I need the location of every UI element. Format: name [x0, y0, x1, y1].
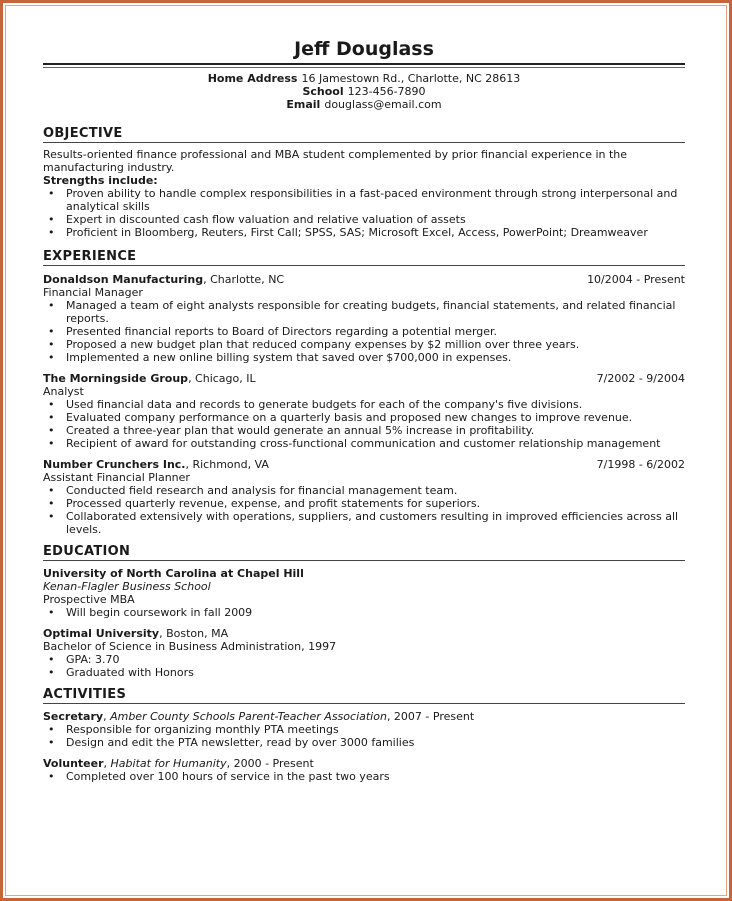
list-item: • Responsible for organizing monthly PTA meetings: [43, 723, 685, 736]
contact-school: [43, 85, 685, 98]
activities-heading: ACTIVITIES: [43, 687, 685, 704]
list-item: • Collaborated extensively with operations, suppliers, and customers resulting in improved efficiencies across all levels.: [43, 510, 685, 536]
list-item: • Implemented a new online billing system that saved over $700,000 in expenses.: [43, 351, 685, 364]
activity-bullets: [43, 770, 685, 783]
activities-section: [43, 710, 685, 783]
job-bullets: [43, 484, 685, 536]
job-dates: 7/1998 - 6/2002: [596, 458, 685, 471]
job-header: [43, 372, 685, 385]
activity-role: Secretary: [43, 710, 104, 723]
list-item: • Proficient in Bloomberg, Reuters, First Call; SPSS, SAS; Microsoft Excel, Access, PowerPoint; Dreamweaver: [43, 226, 685, 239]
education-section: [43, 567, 685, 679]
job-bullets: [43, 398, 685, 450]
list-item: • Conducted field research and analysis for financial management team.: [43, 484, 685, 497]
job-header: [43, 273, 685, 286]
experience-heading: EXPERIENCE: [43, 249, 685, 266]
list-item: • Completed over 100 hours of service in the past two years: [43, 770, 685, 783]
company-name: The Morningside Group: [43, 372, 189, 385]
objective-section: [43, 148, 685, 239]
company-name: Number Crunchers Inc.: [43, 458, 186, 471]
school-bullets: [43, 606, 685, 619]
school-name: University of North Carolina at Chapel Hill: [43, 567, 304, 580]
activity-role: Volunteer: [43, 757, 104, 770]
contact-address: [43, 72, 685, 85]
address-value: 16 Jamestown Rd., Charlotte, NC 28613: [301, 72, 521, 85]
job-role: Analyst: [43, 385, 84, 398]
school-entry: [43, 567, 685, 619]
school-phone-value: 123-456-7890: [347, 85, 426, 98]
job-role: Financial Manager: [43, 286, 143, 299]
email-label: Email: [286, 98, 321, 111]
list-item: • Evaluated company performance on a quarterly basis and proposed new changes to improve revenue.: [43, 411, 685, 424]
education-heading: EDUCATION: [43, 544, 685, 561]
job-entry: [43, 273, 685, 364]
job-header: [43, 458, 685, 471]
address-label: Home Address: [207, 72, 298, 85]
header-divider-thin: [43, 67, 685, 68]
list-item: • Processed quarterly revenue, expense, and profit statements for superiors.: [43, 497, 685, 510]
list-item: • Created a three-year plan that would generate an annual 5% increase in profitability.: [43, 424, 685, 437]
resume-page: [43, 38, 685, 783]
company-location: , Charlotte, NC: [203, 273, 285, 286]
list-item: • GPA: 3.70: [43, 653, 685, 666]
objective-heading: OBJECTIVE: [43, 126, 685, 143]
strengths-label: Strengths include:: [43, 174, 158, 187]
company-location: , Richmond, VA: [185, 458, 269, 471]
job-bullets: [43, 299, 685, 364]
candidate-name: Jeff Douglass: [294, 38, 434, 60]
list-item: • Recipient of award for outstanding cross-functional communication and customer relationship management: [43, 437, 685, 450]
list-item: • Proven ability to handle complex responsibilities in a fast-paced environment through strong interpersonal and analytical skills: [43, 187, 685, 213]
strengths-list: [43, 187, 685, 239]
job-dates: 7/2002 - 9/2004: [596, 372, 685, 385]
list-item: • Used financial data and records to generate budgets for each of the company's five divisions.: [43, 398, 685, 411]
activity-org: Amber County Schools Parent-Teacher Association: [110, 710, 387, 723]
job-entry: [43, 458, 685, 536]
school-name: Optimal University: [43, 627, 160, 640]
school-entry: [43, 627, 685, 679]
list-item: • Managed a team of eight analysts responsible for creating budgets, financial statements, and related financial reports.: [43, 299, 685, 325]
activity-bullets: [43, 723, 685, 749]
job-role: Assistant Financial Planner: [43, 471, 190, 484]
school-subdivision: Kenan-Flagler Business School: [43, 580, 211, 593]
experience-section: [43, 273, 685, 536]
activity-dates: , 2000 - Present: [226, 757, 314, 770]
contact-email: [43, 98, 685, 111]
degree: Prospective MBA: [43, 593, 135, 606]
company-name: Donaldson Manufacturing: [43, 273, 204, 286]
activity-entry: Volunteer, Habitat for Humanity, 2000 - Present • Completed over 100 hours of service in the past two years: [43, 757, 685, 783]
job-dates: 10/2004 - Present: [587, 273, 685, 286]
list-item: • Proposed a new budget plan that reduced company expenses by $2 million over three years.: [43, 338, 685, 351]
list-item: • Will begin coursework in fall 2009: [43, 606, 685, 619]
company-location: , Chicago, IL: [188, 372, 256, 385]
list-item: • Expert in discounted cash flow valuation and relative valuation of assets: [43, 213, 685, 226]
contact-block: [43, 72, 685, 111]
activity-dates: , 2007 - Present: [386, 710, 475, 723]
activity-entry: Secretary, Amber County Schools Parent-Teacher Association, 2007 - Present • Responsible for organizing monthly PTA meetings • Design and edit the PTA newsletter, read by over 3000 families: [43, 710, 685, 749]
school-bullets: [43, 653, 685, 679]
email-value: douglass@email.com: [324, 98, 442, 111]
objective-summary: Results-oriented finance professional and MBA student complemented by prior financial experience in the manufacturing industry.: [43, 148, 628, 174]
header-divider: [43, 63, 685, 65]
degree: Bachelor of Science in Business Administration, 1997: [43, 640, 337, 653]
list-item: • Graduated with Honors: [43, 666, 685, 679]
activity-org: Habitat for Humanity: [110, 757, 227, 770]
job-entry: [43, 372, 685, 450]
list-item: • Design and edit the PTA newsletter, read by over 3000 families: [43, 736, 685, 749]
school-label: School: [302, 85, 344, 98]
list-item: • Presented financial reports to Board of Directors regarding a potential merger.: [43, 325, 685, 338]
school-location: , Boston, MA: [159, 627, 229, 640]
